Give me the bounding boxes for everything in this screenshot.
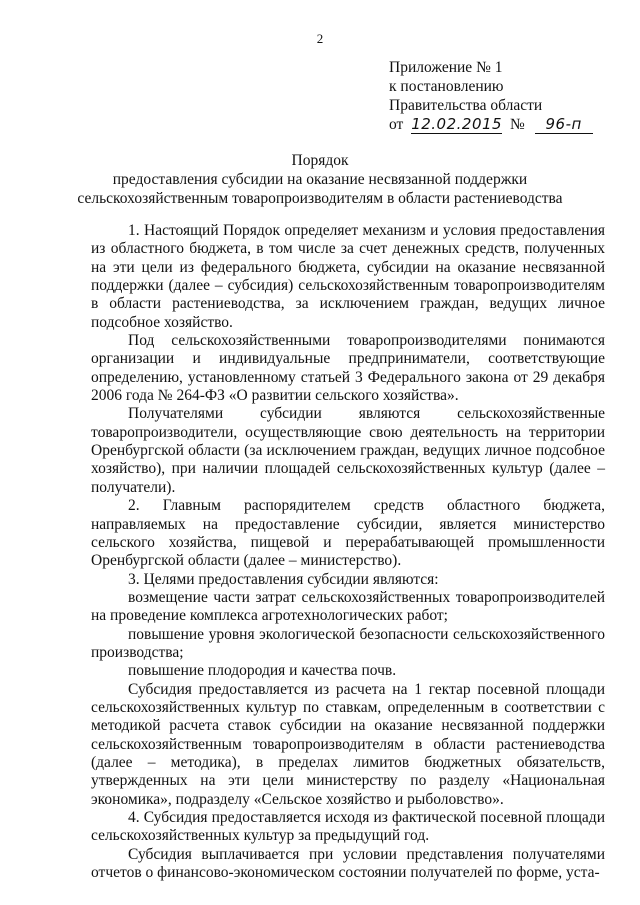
paragraph-3: Получателями субсидии являются сельскохозяйственные товаропроизводители, осуществляющие свою деятельность на территории Оренбургской области (за исключением граждан, ведущих личное подсобное хозяйство), при наличии площадей сельскохозяйственных культур (далее – получатели). [91,405,605,496]
date-prefix: от [389,116,404,133]
document-title [0,151,640,208]
paragraph-11: Субсидия выплачивается при условии представления получателями отчетов о финансово-экономическом состоянии получателей по форме, уста- [91,845,605,882]
appendix-title: Приложение № 1 [389,59,503,76]
appendix-date-number-row [389,115,629,134]
paragraph-7: повышение уровня экологической безопасности сельскохозяйственного производства; [91,625,605,661]
appendix-header [389,58,629,134]
page-number: 2 [316,31,324,46]
handwritten-date: 12.02.2015 [411,115,503,133]
paragraph-5: 3. Целями предоставления субсидии являются: [128,570,439,588]
number-sign: № [509,116,525,133]
paragraph-9: Субсидия предоставляется из расчета на 1 гектар посевной площади сельскохозяйственных культур по ставкам, определенным в соответствии с методикой расчета ставок субсидии на оказание несвязанной поддержки сельскохозяйственным товаропроизводителям в области растениеводства (далее – методика), в пределах лимитов бюджетных обязательств, утвержденных на эти цели министерству по разделу «Национальная экономика», подразделу «Сельское хозяйство и рыболовство». [91,680,605,808]
appendix-government-label: Правительства области [389,97,543,114]
paragraph-4: 2. Главным распорядителем средств областного бюджета, направляемых на предоставление субсидии, является министерство сельского хозяйства, пищевой и перерабатывающей промышленности Оренбургской области (далее – министерство). [91,497,605,570]
title-heading: Порядок [291,152,349,169]
paragraph-1: 1. Настоящий Порядок определяет механизм и условия предоставления из областного бюджета, в том числе за счет денежных средств, полученных на эти цели из федерального бюджета, субсидии на оказание несвязанной поддержки (далее – субсидия) сельскохозяйственным товаропроизводителям в области растениеводства, за исключением граждан, ведущих личное подсобное хозяйство. [91,222,605,331]
paragraph-10: 4. Субсидия предоставляется исходя из фактической посевной площади сельскохозяйственных культур за предыдущий год. [91,809,605,845]
paragraph-6: возмещение части затрат сельскохозяйственных товаропроизводителей на проведение комплекса агротехнологических работ; [91,588,605,625]
handwritten-number: 96-п [535,116,593,134]
appendix-resolution-label: к постановлению [389,78,504,95]
document-body [91,222,605,882]
paragraph-8: повышение плодородия и качества почв. [128,662,397,680]
title-line-1: предоставления субсидии на оказание несвязанной поддержки [112,171,528,188]
paragraph-2: Под сельскохозяйственными товаропроизводителями понимаются организации и индивидуальные предприниматели, соответствующие определению, установленному статьей 3 Федерального закона от 29 декабря 2006 года № 264-ФЗ «О развитии сельского хозяйства». [91,332,605,405]
title-line-2: сельскохозяйственным товаропроизводителям в области растениеводства [77,190,563,207]
